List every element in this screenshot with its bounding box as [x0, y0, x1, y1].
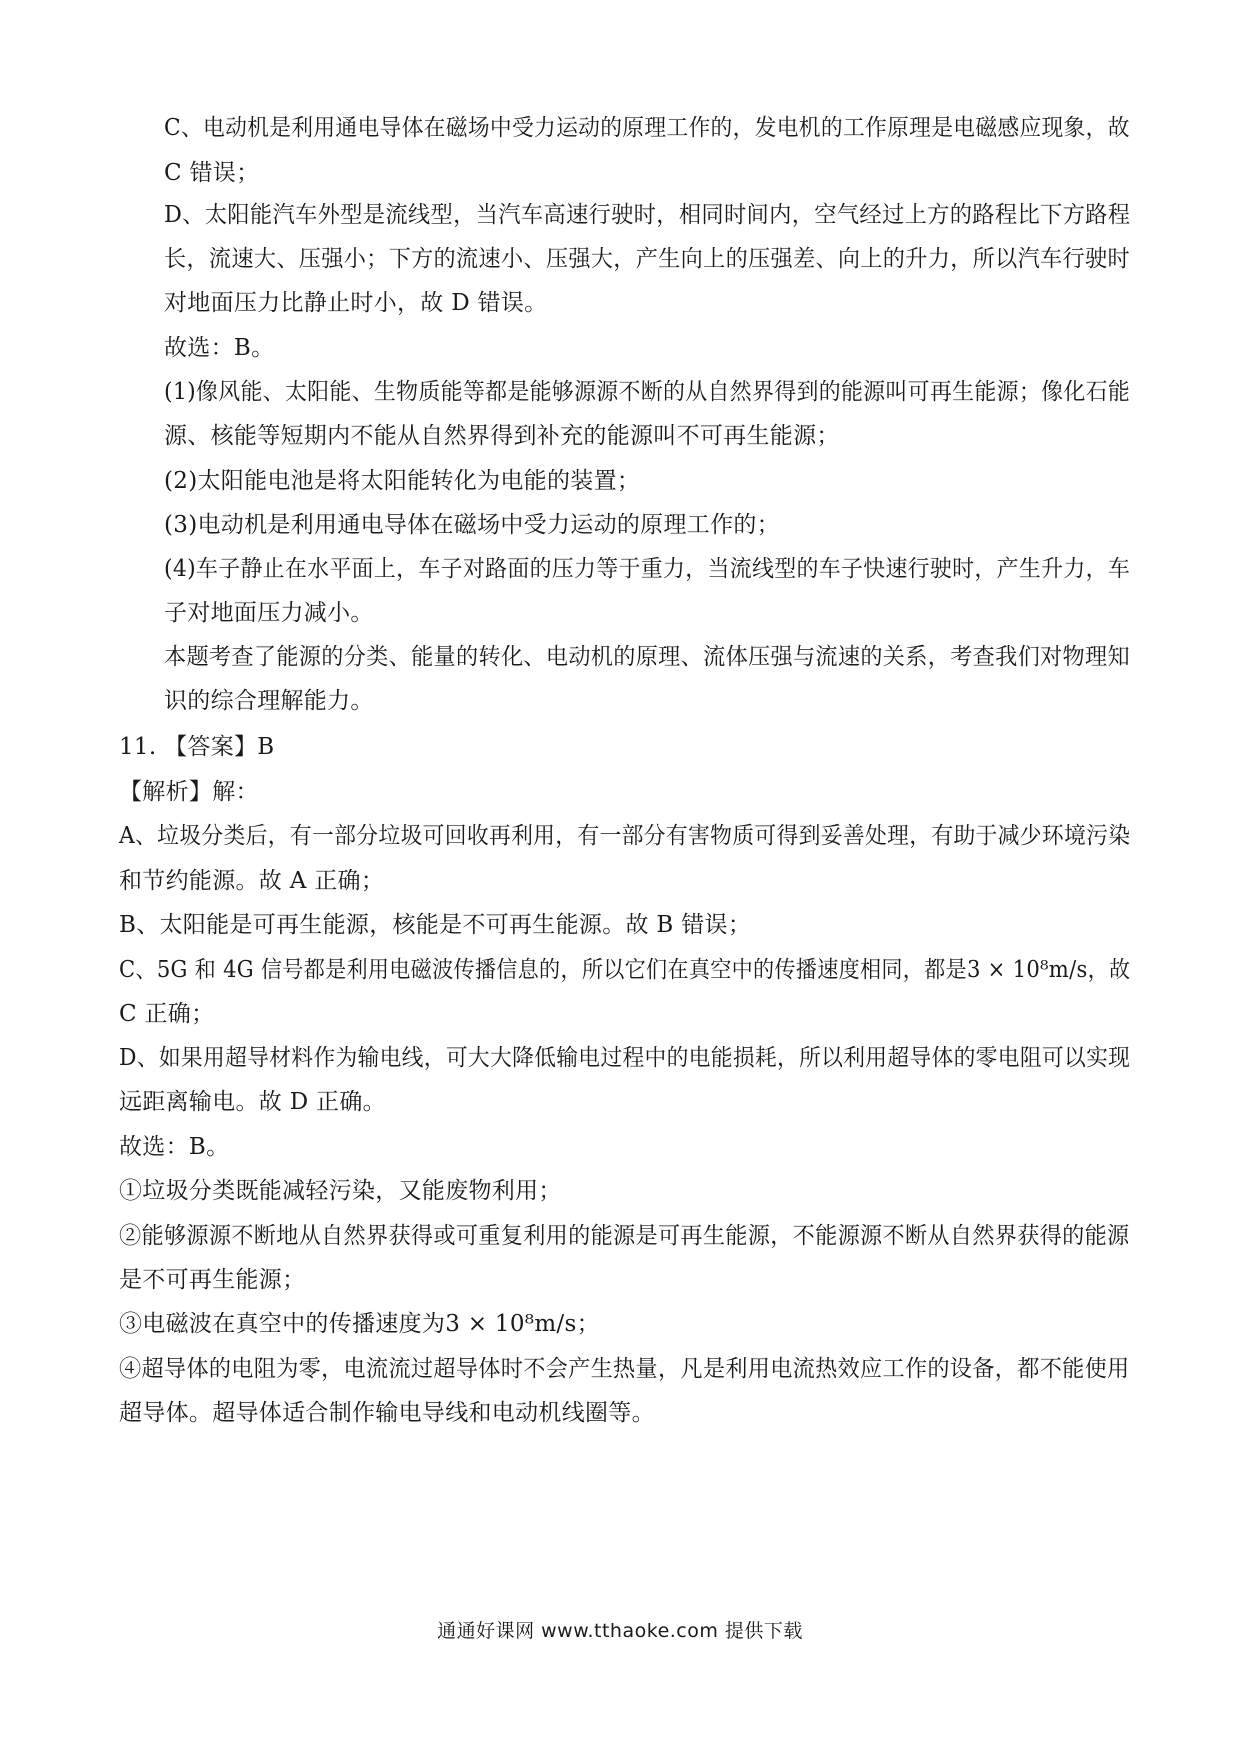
point-4-line-2: 子对地面压力减小。: [164, 600, 374, 626]
q11-analysis-heading: 【解析】解：: [119, 779, 259, 805]
q11-option-b: B、太阳能是可再生能源，核能是不可再生能源。故 B 错误；: [119, 912, 752, 938]
q11-note-3: ③电磁波在真空中的传播速度为3 × 10⁸m/s；: [119, 1311, 600, 1337]
q11-option-d-line-1: D、如果用超导材料作为输电线，可大大降低输电过程中的电能损耗，所以利用超导体的零电阻可以实现: [119, 1045, 1131, 1071]
option-c-line-1: C、电动机是利用通电导体在磁场中受力运动的原理工作的，发电机的工作原理是电磁感应现象，故: [164, 115, 1130, 141]
q11-note-2-line-1: ②能够源源不断地从自然界获得或可重复利用的能源是可再生能源，不能源源不断从自然界获得的能源: [119, 1223, 1130, 1249]
point-3: (3)电动机是利用通电导体在磁场中受力运动的原理工作的；: [164, 512, 780, 538]
choice-line: 故选：B。: [164, 335, 275, 361]
q11-option-d-line-2: 远距离输电。故 D 正确。: [119, 1089, 386, 1115]
point-4-line-1: (4)车子静止在水平面上，车子对路面的压力等于重力，当流线型的车子快速行驶时，产生升力，车: [164, 556, 1131, 582]
point-2: (2)太阳能电池是将太阳能转化为电能的装置；: [164, 468, 641, 494]
option-d-line-2: 长，流速大、压强小；下方的流速小、压强大，产生向上的压强差、向上的升力，所以汽车行驶时: [164, 246, 1130, 272]
q11-option-a-line-2: 和节约能源。故 A 正确；: [119, 868, 385, 894]
q11-option-c-line-2: C 正确；: [119, 1001, 215, 1027]
q11-note-4-line-2: 超导体。超导体适合制作输电导线和电动机线圈等。: [119, 1400, 655, 1426]
q11-choice: 故选：B。: [119, 1134, 230, 1160]
q11-note-1: ①垃圾分类既能减轻污染，又能废物利用；: [119, 1178, 562, 1204]
point-1-line-2: 源、核能等短期内不能从自然界得到补充的能源叫不可再生能源；: [164, 423, 840, 449]
summary-line-1: 本题考查了能源的分类、能量的转化、电动机的原理、流体压强与流速的关系，考查我们对物理知: [164, 644, 1130, 670]
q11-note-2-line-2: 是不可再生能源；: [119, 1267, 306, 1293]
option-d-line-3: 对地面压力比静止时小，故 D 错误。: [164, 290, 548, 316]
q11-answer: 11. 【答案】B: [119, 734, 275, 760]
point-1-line-1: (1)像风能、太阳能、生物质能等都是能够源源不断的从自然界得到的能源叫可再生能源；像化石能: [164, 379, 1131, 405]
option-c-line-2: C 错误；: [164, 160, 260, 186]
q11-option-a-line-1: A、垃圾分类后，有一部分垃圾可回收再利用，有一部分有害物质可得到妥善处理，有助于减少环境污染: [119, 823, 1131, 849]
option-d-line-1: D、太阳能汽车外型是流线型，当汽车高速行驶时，相同时间内，空气经过上方的路程比下方路程: [164, 202, 1131, 228]
q11-note-4-line-1: ④超导体的电阻为零，电流流过超导体时不会产生热量，凡是利用电流热效应工作的设备，都不能使用: [119, 1356, 1130, 1382]
summary-line-2: 识的综合理解能力。: [164, 688, 374, 714]
q11-option-c-line-1: C、5G 和 4G 信号都是利用电磁波传播信息的，所以它们在真空中的传播速度相同，都是3 × 10⁸m/s，故: [119, 957, 1131, 983]
page-footer: 通通好课网 www.tthaoke.com 提供下载: [437, 1620, 803, 1642]
